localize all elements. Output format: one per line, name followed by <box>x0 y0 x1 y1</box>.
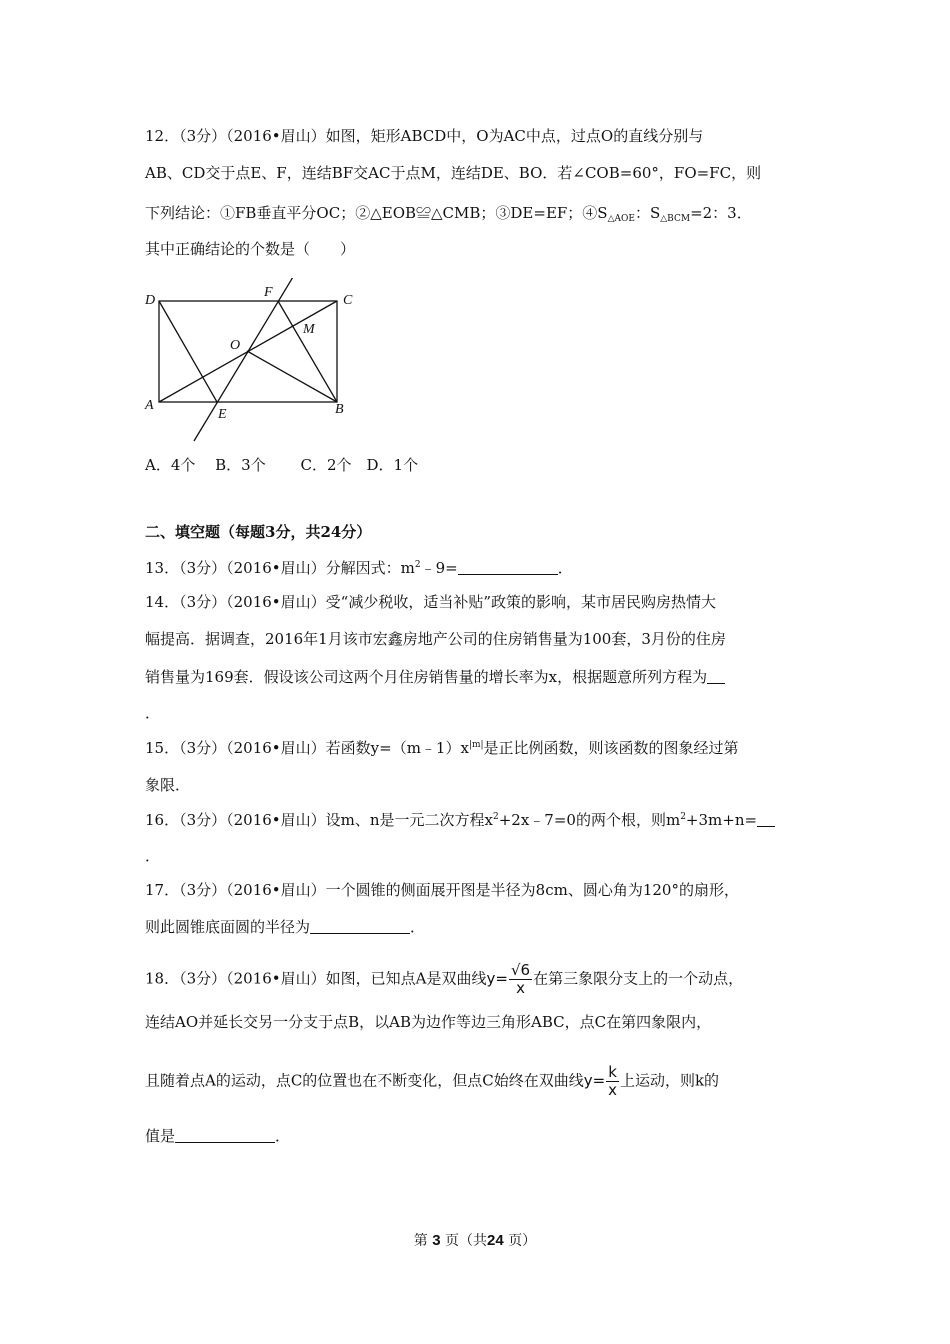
answer-blank <box>175 1128 275 1143</box>
q18-line3: 且随着点A的运动，点C的位置也在不断变化，但点C始终在双曲线y= $\frac{k}{x}$ 上运动，则k的 <box>145 1063 720 1099</box>
answer-blank <box>310 919 410 934</box>
line-ef <box>194 278 296 441</box>
q12-line3: 下列结论：①FB垂直平分OC；②△EOB≌△CMB；③DE=EF；$④S_{\triangle AOE}$：$S_{\triangle BCM}=2$：3． <box>145 204 752 224</box>
label-a: A <box>145 398 154 413</box>
q15-line2: 象限． <box>145 776 191 794</box>
q14-line2: 幅提高．据调查，2016年1月该市宏鑫房地产公司的住房销售量为100套，3月份的住房 <box>145 630 726 648</box>
label-d: D <box>145 293 156 308</box>
segment-bf <box>278 301 337 402</box>
q12-line4: 其中正确结论的个数是（ ） <box>145 240 356 258</box>
label-b: B <box>335 402 344 417</box>
section-heading: 二、填空题（每题3分，共24分） <box>145 523 372 541</box>
page-footer: 第 3 页（共24 页） <box>413 1232 537 1249</box>
q12-options: A．4个 B．3个 C．2个 D．1个 <box>145 456 419 474</box>
fraction-k-over-x: $\frac{k}{x}$ <box>608 1063 618 1099</box>
q16-line1: 16．（3分）（2016•眉山）设m、n是一元二次方程$x^2+2x﹣7=0$的两个根，则$m^2+3m+n=$ <box>145 810 775 830</box>
q15-line1: 15．（3分）（2016•眉山）若函数$y=(m﹣1)x^{|m|}$是正比例函数，则该函数的图象经过第 <box>145 739 739 757</box>
q12-line1: 12．（3分）（2016•眉山）如图，矩形ABCD中，O为AC中点，过点O的直线分别与 <box>145 127 704 145</box>
q18-line2: 连结AO并延长交另一分支于点B，以AB为边作等边三角形ABC，点C在第四象限内， <box>145 1013 712 1031</box>
q17-line1: 17．（3分）（2016•眉山）一个圆锥的侧面展开图是半径为8cm、圆心角为120°的扇形， <box>145 881 739 899</box>
fraction-sqrt6-over-x: $\frac{√6}{x}$ <box>510 961 531 997</box>
q16-line2: ． <box>145 847 161 865</box>
segment-bo <box>247 351 337 402</box>
q14-line1: 14．（3分）（2016•眉山）受“减少税收，适当补贴”政策的影响，某市居民购房热情大 <box>145 593 716 611</box>
label-m: M <box>303 322 315 337</box>
q13: 13．（3分）（2016•眉山）分解因式：$m^2﹣9=$ ． <box>145 559 573 577</box>
q18-line1: 18．（3分）（2016•眉山）如图，已知点A是双曲线y= $\frac{√6}{x}$ 在第三象限分支上的一个动点， <box>145 961 744 997</box>
segment-de <box>159 301 217 402</box>
label-o: O <box>230 338 241 353</box>
q18-line4: 值是 ． <box>145 1127 291 1145</box>
q17-line2: 则此圆锥底面圆的半径为 ． <box>145 918 426 936</box>
label-e: E <box>218 407 227 422</box>
label-c: C <box>343 293 353 308</box>
q12-figure <box>140 278 370 448</box>
answer-blank <box>757 812 775 827</box>
answer-blank <box>458 560 558 575</box>
q14-line4: ． <box>145 704 161 722</box>
answer-blank <box>707 669 725 684</box>
q14-line3: 销售量为169套．假设该公司这两个月住房销售量的增长率为x，根据题意所列方程为 <box>145 667 725 687</box>
label-f: F <box>264 285 273 300</box>
q12-line2: AB、CD交于点E、F，连结BF交AC于点M，连结DE、BO．若∠COB=60°，FO=FC，则 <box>145 164 762 182</box>
